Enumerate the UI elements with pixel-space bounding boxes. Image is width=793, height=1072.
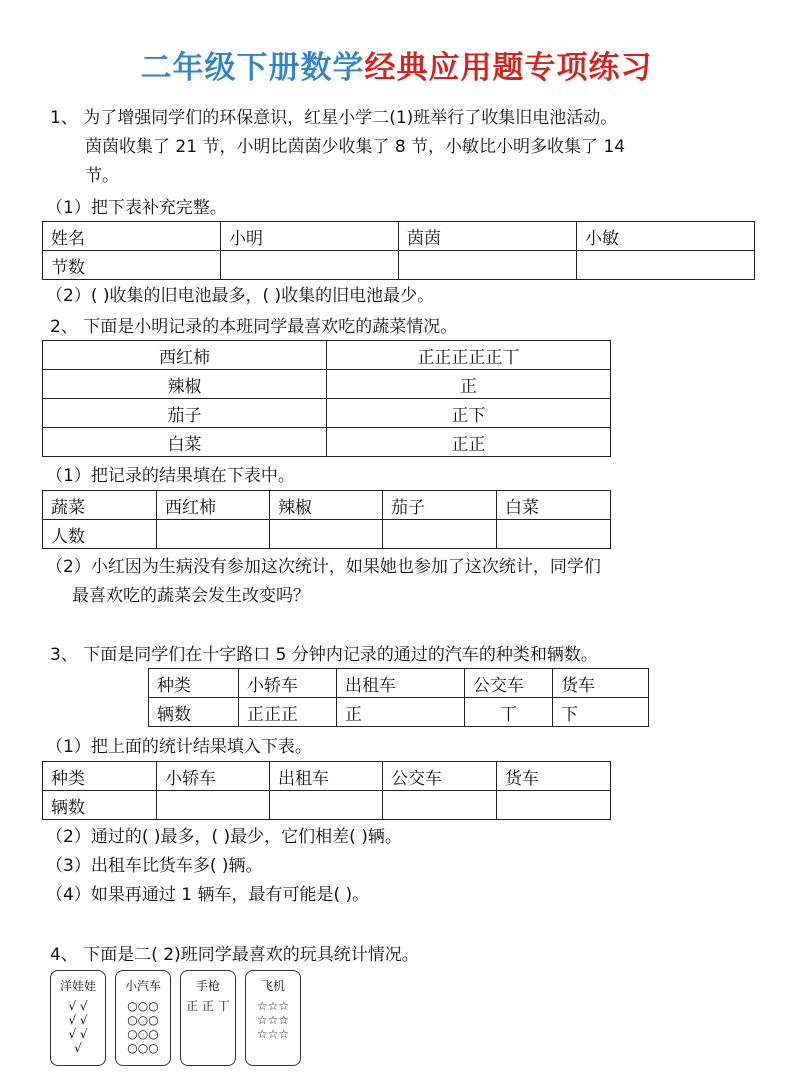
q2-record-tally: 正正正正正丅 [327,341,611,370]
q1-table-header-name: 姓名 [43,222,221,251]
q2-record-veg: 茄子 [43,399,327,428]
q2-record-table [42,340,611,457]
q1-table-header-xiaoming: 小明 [221,222,399,251]
q2-answer-cell[interactable] [270,520,383,549]
q2-record-tally: 正下 [327,399,611,428]
q2-answer-cell[interactable] [383,520,497,549]
q2-sub2-line2: 最喜欢吃的蔬菜会发生改变吗？ [72,586,310,606]
toy-card-doll [50,970,106,1066]
q3-answer-cell[interactable] [157,791,270,820]
page-title [0,42,793,87]
q2-answer-header: 蔬菜 [43,491,157,520]
q4-intro: 4、 下面是二( 2)班同学最喜欢的玩具统计情况。 [50,945,419,965]
circle-mark-row: ○○○ [127,999,159,1013]
q3-record-header: 公交车 [465,669,553,698]
q3-intro: 3、 下面是同学们在十字路口 5 分钟内记录的通过的汽车的种类和辆数。 [50,645,598,665]
toy-card-label: 小汽车 [124,979,161,993]
q3-record-tally: 正 [337,698,465,727]
q1-line2: 茵茵收集了 21 节，小明比茵茵少收集了 8 节，小敏比小明多收集了 14 [85,137,626,157]
toy-card-label: 洋娃娃 [59,979,96,993]
q1-table-answer-cell[interactable] [577,251,755,280]
q3-answer-label: 辆数 [43,791,157,820]
q3-answer-table [42,761,611,820]
check-mark-row: √ √ [68,999,88,1013]
q2-answer-label: 人数 [43,520,157,549]
q3-record-tally: 下 [553,698,649,727]
q3-record-header: 种类 [149,669,239,698]
toy-card-toy-gun [180,970,236,1066]
circle-mark-row: ○○○ [127,1027,159,1041]
star-mark-row: ☆☆☆ [256,999,290,1013]
q3-answer-cell[interactable] [497,791,611,820]
star-mark-row: ☆☆☆ [256,1013,290,1027]
toy-card-marks [51,999,105,1055]
star-mark-row: ☆☆☆ [256,1027,290,1041]
q3-record-tally: 丅 [465,698,553,727]
tally-mark-row: 正 正 丅 [186,999,230,1013]
q1-line1: 1、 为了增强同学们的环保意识，红星小学二(1)班举行了收集旧电池活动。 [50,108,618,128]
toy-card-label: 手枪 [195,979,220,993]
toy-card-marks [116,999,170,1055]
q3-answer-header: 小轿车 [157,762,270,791]
q3-answer-header: 公交车 [383,762,497,791]
circle-mark-row: ○○○ [127,1013,159,1027]
q1-table-answer-cell[interactable] [221,251,399,280]
check-mark-row: √ √ [68,1013,88,1027]
toy-card-marks [246,999,300,1041]
q1-sub1: （1）把下表补充完整。 [46,198,227,218]
q3-record-header: 出租车 [337,669,465,698]
q2-record-veg: 西红柿 [43,341,327,370]
q3-sub3: （3）出租车比货车多( )辆。 [46,856,263,876]
toy-card-marks [181,999,235,1013]
q3-answer-header: 出租车 [270,762,383,791]
q3-record-header: 货车 [553,669,649,698]
q2-sub2-line1: （2）小红因为生病没有参加这次统计，如果她也参加了这次统计，同学们 [46,557,601,577]
q3-record-table [148,668,649,727]
circle-mark-row: ○○○ [127,1041,159,1055]
q2-intro: 2、 下面是小明记录的本班同学最喜欢吃的蔬菜情况。 [50,317,458,337]
q3-record-header: 小轿车 [239,669,337,698]
q1-table-header-yinyin: 茵茵 [399,222,577,251]
q2-record-tally: 正正 [327,428,611,457]
toy-card-airplane [245,970,301,1066]
q3-sub4: （4）如果再通过 1 辆车，最有可能是( )。 [46,885,370,905]
q1-table-label-count: 节数 [43,251,221,280]
check-mark-row: √ √ [68,1027,88,1041]
q3-answer-cell[interactable] [383,791,497,820]
q3-sub1: （1）把上面的统计结果填入下表。 [46,737,312,757]
q2-answer-header: 辣椒 [270,491,383,520]
q2-answer-table [42,490,611,549]
q2-answer-header: 茄子 [383,491,497,520]
q1-table-header-xiaomin: 小敏 [577,222,755,251]
q1-table-answer-cell[interactable] [399,251,577,280]
q2-record-veg: 辣椒 [43,370,327,399]
q1-line3: 节。 [85,166,119,186]
q3-record-label: 辆数 [149,698,239,727]
q3-sub2: （2）通过的( )最多，( )最少，它们相差( )辆。 [46,827,402,847]
q3-answer-header: 货车 [497,762,611,791]
q2-record-veg: 白菜 [43,428,327,457]
q2-answer-header: 西红柿 [157,491,270,520]
toy-card-toy-car [115,970,171,1066]
q2-answer-header: 白菜 [497,491,611,520]
q3-answer-header: 种类 [43,762,157,791]
q3-answer-cell[interactable] [270,791,383,820]
title-red-part: 经典应用题专项练习 [364,50,653,86]
title-blue-part: 二年级下册数学 [140,50,365,86]
q2-answer-cell[interactable] [497,520,611,549]
q2-answer-cell[interactable] [157,520,270,549]
q3-record-tally: 正正正 [239,698,337,727]
q1-sub2: （2）( )收集的旧电池最多，( )收集的旧电池最少。 [46,286,435,306]
check-mark-row: √ [74,1041,82,1055]
q1-table [42,221,755,280]
q2-record-tally: 正 [327,370,611,399]
toy-card-label: 飞机 [260,979,285,993]
q2-sub1: （1）把记录的结果填在下表中。 [46,466,295,486]
